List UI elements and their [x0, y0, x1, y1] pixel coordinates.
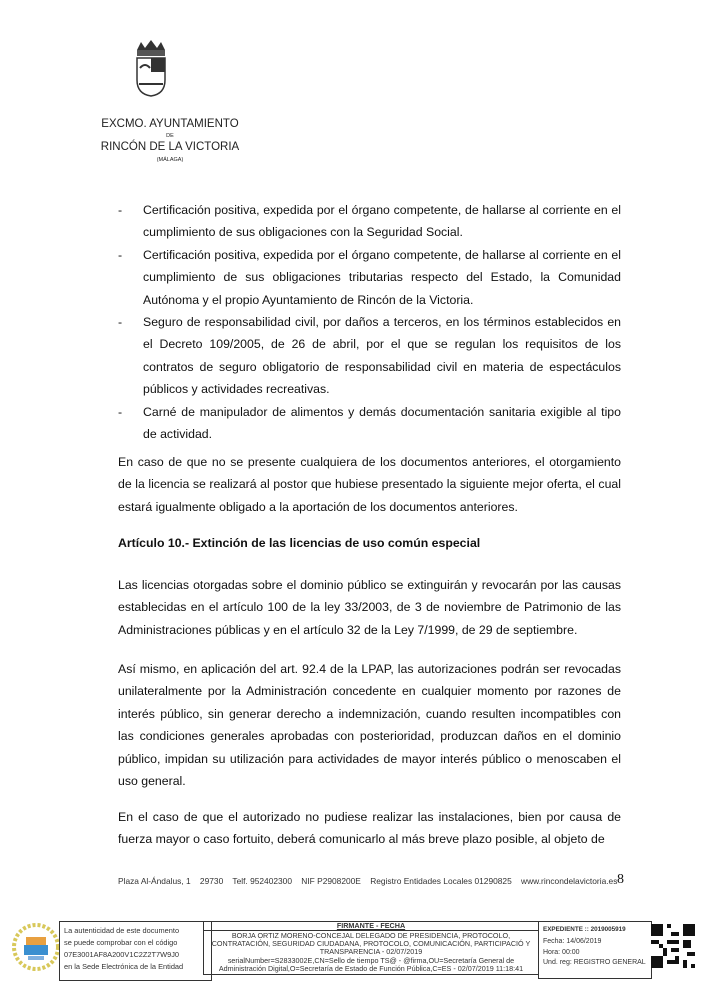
paragraph: Así mismo, en aplicación del art. 92.4 de la LPAP, las autorizaciones podrán ser revocadas unilateralmente por la Administración concedente en cualquier momento por razones de interés público, sin generar derecho a indemnización, cuando resulten incompatibles con las condiciones generales aprobadas con posterioridad, produzcan daños en el dominio público, impidan su utilización para actividades de mayor interés público o menoscaben el uso general. — [118, 662, 621, 789]
header-province: (MÁLAGA) — [156, 157, 184, 163]
list-item: - Certificación positiva, expedida por el órgano competente, de hallarse al corriente en el cumplimiento de sus obligaciones con la Seguridad Social. — [118, 203, 621, 240]
list-item: - Carné de manipulador de alimentos y demás documentación sanitaria exigible al tipo de actividad. — [118, 404, 621, 442]
header-org-name: EXCMO. AYUNTAMIENTO — [101, 118, 239, 130]
header-de: DE — [166, 133, 174, 139]
article-heading: Artículo 10.- Extinción de las licencias de uso común especial — [118, 536, 481, 550]
requirements-list — [118, 199, 621, 445]
paragraph: En caso de que no se presente cualquiera de los documentos anteriores, el otorgamiento de la licencia se realizará al postor que hubiese presentado la siguiente mejor oferta, el cual estará igualmente obligado a la aportación de los documentos anteriores. — [118, 455, 621, 514]
record-box: EXPEDIENTE :: 2019005919 Fecha: 14/06/2019 Hora: 00:00 Und. reg: REGISTRO GENERAL — [538, 921, 652, 979]
list-item: - Certificación positiva, expedida por el órgano competente, de hallarse al corriente en el cumplimiento de sus obligaciones tributarias respecto del Estado, la Comunidad Autónoma y el propio Ayuntamiento de Rincón de la Victoria. — [118, 247, 621, 307]
list-item: - Seguro de responsabilidad civil, por daños a terceros, en los términos establecidos en el Decreto 109/2005, de 26 de abril, por el que se regulan los requisitos de los contratos de seguro obligatorio de responsabilidad civil en materia de espectáculos públicos y actividades recreativas. — [118, 315, 621, 397]
authenticity-box: La autenticidad de este documento se puede comprobar con el código 07E3001AF8A200V1C2Z2T7W9J0 en la Sede Electrónica de la Entidad — [59, 921, 212, 981]
signer-box: FIRMANTE - FECHA BORJA ORTIZ MORENO-CONCEJAL DELEGADO DE PRESIDENCIA, PROTOCOLO, CONTRATACIÓN, SEGURIDAD CIUDADANA, PROTOCOLO, COMUNICACIÓN, PARTICIPACIÓ Y TRANSPARENCIA - 02/07/2019 serialNumber=S2833002E,CN=Sello de tiempo TS@ - @firma,OU=Secretaría General de Administración Digital,O=Secretaría de Estado de Función Pública,C=ES - 02/07/2019 11:18:41 — [203, 921, 539, 975]
header-town: RINCÓN DE LA VICTORIA — [100, 141, 240, 153]
page-number: 8 — [617, 872, 624, 887]
footer-address: Plaza Al-Ándalus, 1 29730 Telf. 952402300 NIF P2908200E Registro Entidades Locales 01290825 www.rincondelavictoria.es — [118, 876, 618, 886]
authentic-document-seal-icon — [12, 922, 60, 972]
verification-code[interactable]: 07E3001AF8A200V1C2Z2T7W9J0 — [64, 950, 180, 959]
qr-code-icon — [651, 924, 695, 968]
coat-of-arms-logo — [131, 38, 171, 98]
paragraph: En el caso de que el autorizado no pudiese realizar las instalaciones, bien por causa de fuerza mayor o caso fortuito, deberá comunicarlo al más breve plazo posible, al objeto de — [118, 810, 621, 847]
paragraph: Las licencias otorgadas sobre el dominio público se extinguirán y revocarán por las causas establecidas en el artículo 100 de la ley 33/2003, de 3 de noviembre de Patrimonio de las Administraciones públicas y en el artículo 32 de la Ley 7/1999, de 29 de septiembre. — [118, 578, 621, 637]
